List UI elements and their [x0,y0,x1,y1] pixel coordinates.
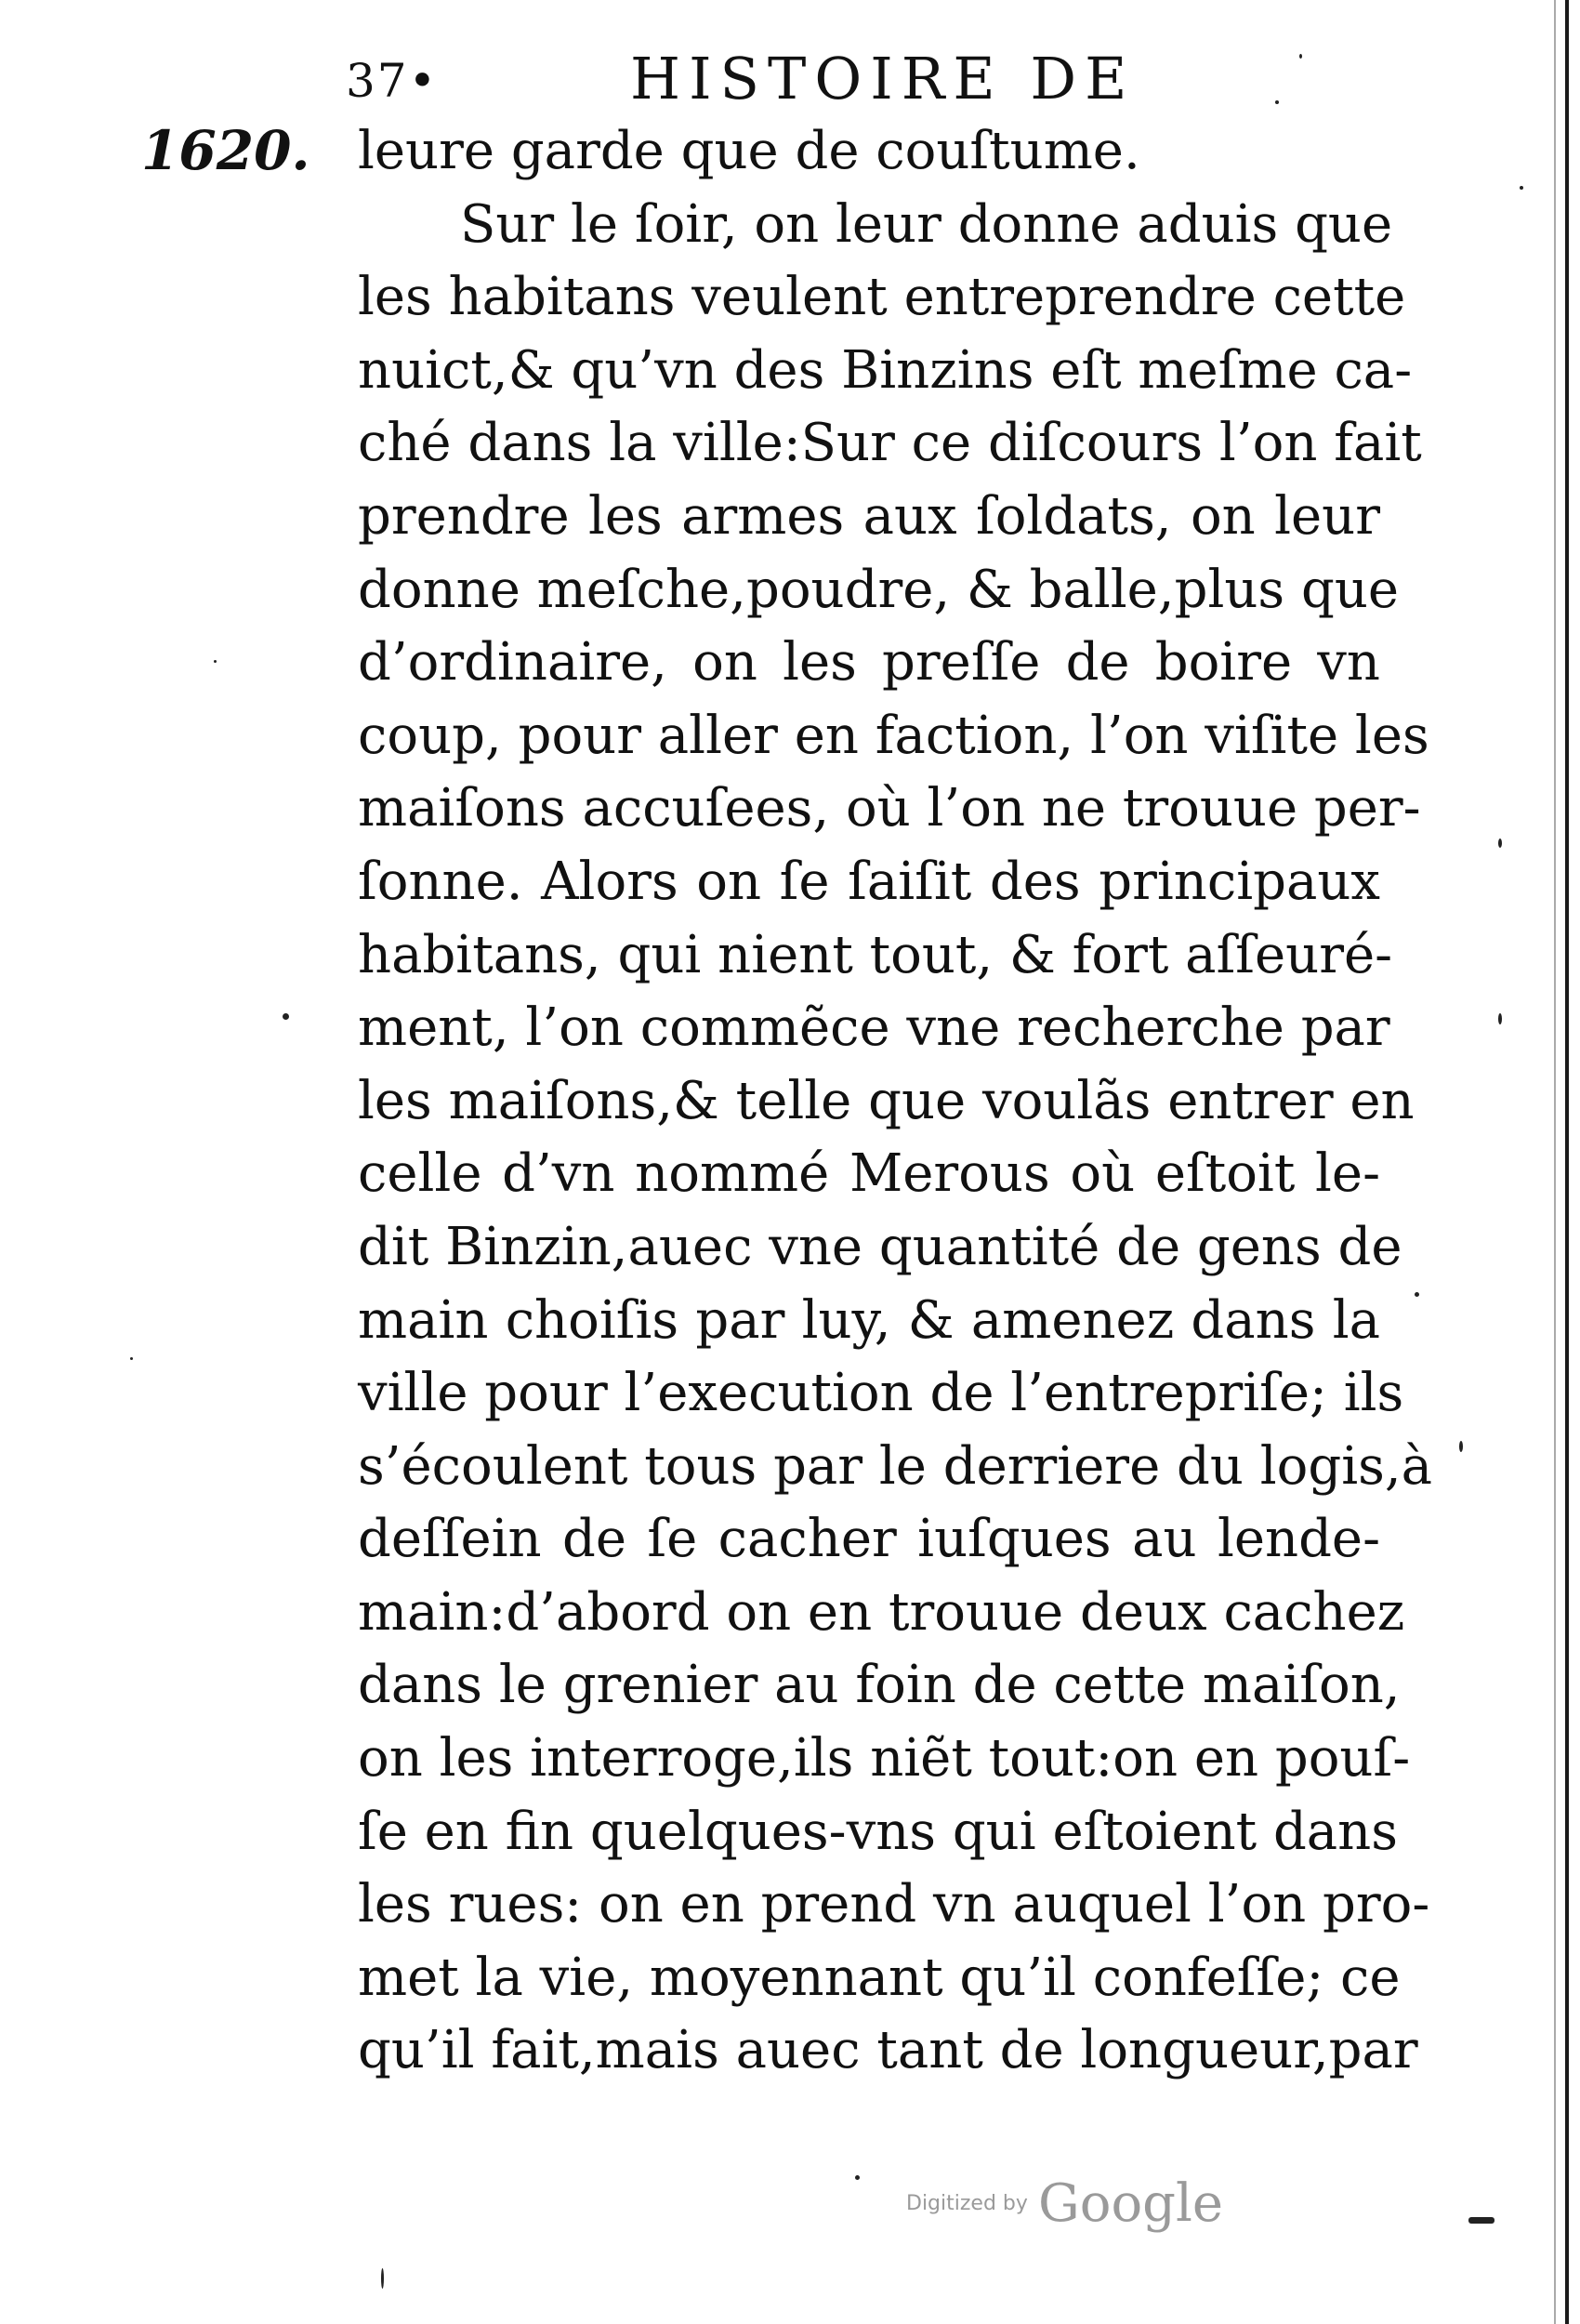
text-line: les maiſons,& telle que voulãs entrer en [358,1070,1415,1131]
page-edge-shadow [1554,0,1556,2324]
margin-year: 1620. [141,119,310,182]
text-line: ville pour l’execution de l’entrepriſe; ils [358,1363,1404,1424]
text-line: on les interroge,ils niẽt tout:on en pouſ- [358,1728,1411,1789]
text-line: habitans, qui nient tout, & fort aſſeuré- [358,924,1393,985]
page-number: 37• [346,54,439,108]
scan-speck [1299,54,1302,59]
page-edge [1565,0,1569,2324]
text-line: donne meſche,poudre, & balle,plus que [358,559,1400,620]
text-line: prendre les armes aux ſoldats, on leur [358,485,1380,547]
scan-speck [1498,1013,1502,1024]
text-line: qu’il fait,mais auec tant de longueur,par [358,2020,1418,2081]
text-line: dans le grenier au foin de cette maiſon, [358,1655,1401,1716]
scan-speck [214,660,217,663]
scan-speck [855,2175,860,2180]
scan-speck [381,2268,384,2289]
running-head: HISTOIRE DE [630,45,1136,112]
scan-speck [1520,186,1523,190]
text-line: leure garde que de couſtume. [358,121,1140,181]
text-line: dit Binzin,auec vne quantité de gens de [358,1216,1402,1277]
google-logo: Google [1038,2173,1224,2234]
text-line: maiſons accuſees, où l’on ne trouue per- [358,778,1421,839]
digitized-by-google-watermark [906,2173,1223,2234]
text-line: coup, pour aller en faction, l’on viſite les [358,705,1429,766]
text-line: ché dans la ville:Sur ce diſcours l’on fait [358,413,1422,474]
text-line: s’écoulent tous par le derriere du logis,à [358,1435,1433,1497]
text-line: Sur le ſoir, on leur donne aduis que [460,193,1393,255]
text-line: nuict,& qu’vn des Binzins eſt meſme ca- [358,339,1413,401]
scan-speck [1459,1441,1463,1452]
text-line: main choiſis par luy, & amenez dans la [358,1289,1380,1351]
scan-speck [130,1357,133,1360]
text-line: ſonne. Alors on ſe ſaiſit des principaux [358,851,1380,912]
scan-speck [1498,838,1502,848]
scan-speck [1415,1292,1419,1297]
text-line: main:d’abord on en trouue deux cachez [358,1581,1405,1643]
text-line: ment, l’on commẽce vne recherche par [358,997,1390,1059]
scan-speck [1275,100,1279,104]
text-line: celle d’vn nommé Merous où eſtoit le- [358,1143,1380,1205]
body-text [358,115,1433,2088]
text-line: ſe en fin quelques-vns qui eſtoient dans [358,1801,1398,1862]
scan-speck [1468,2217,1494,2224]
scan-speck [283,1013,289,1020]
digitized-by-label: Digitized by [906,2192,1028,2215]
text-line: les habitans veulent entreprendre cette [358,267,1406,328]
text-line: met la vie, moyennant qu’il confeſſe; ce [358,1947,1401,2008]
text-line: d’ordinaire, on les preſſe de boire vn [358,632,1380,693]
text-line: les rues: on en prend vn auquel l’on pro- [358,1874,1430,1935]
text-line: deſſein de ſe cacher iuſques au lende- [358,1509,1380,1570]
